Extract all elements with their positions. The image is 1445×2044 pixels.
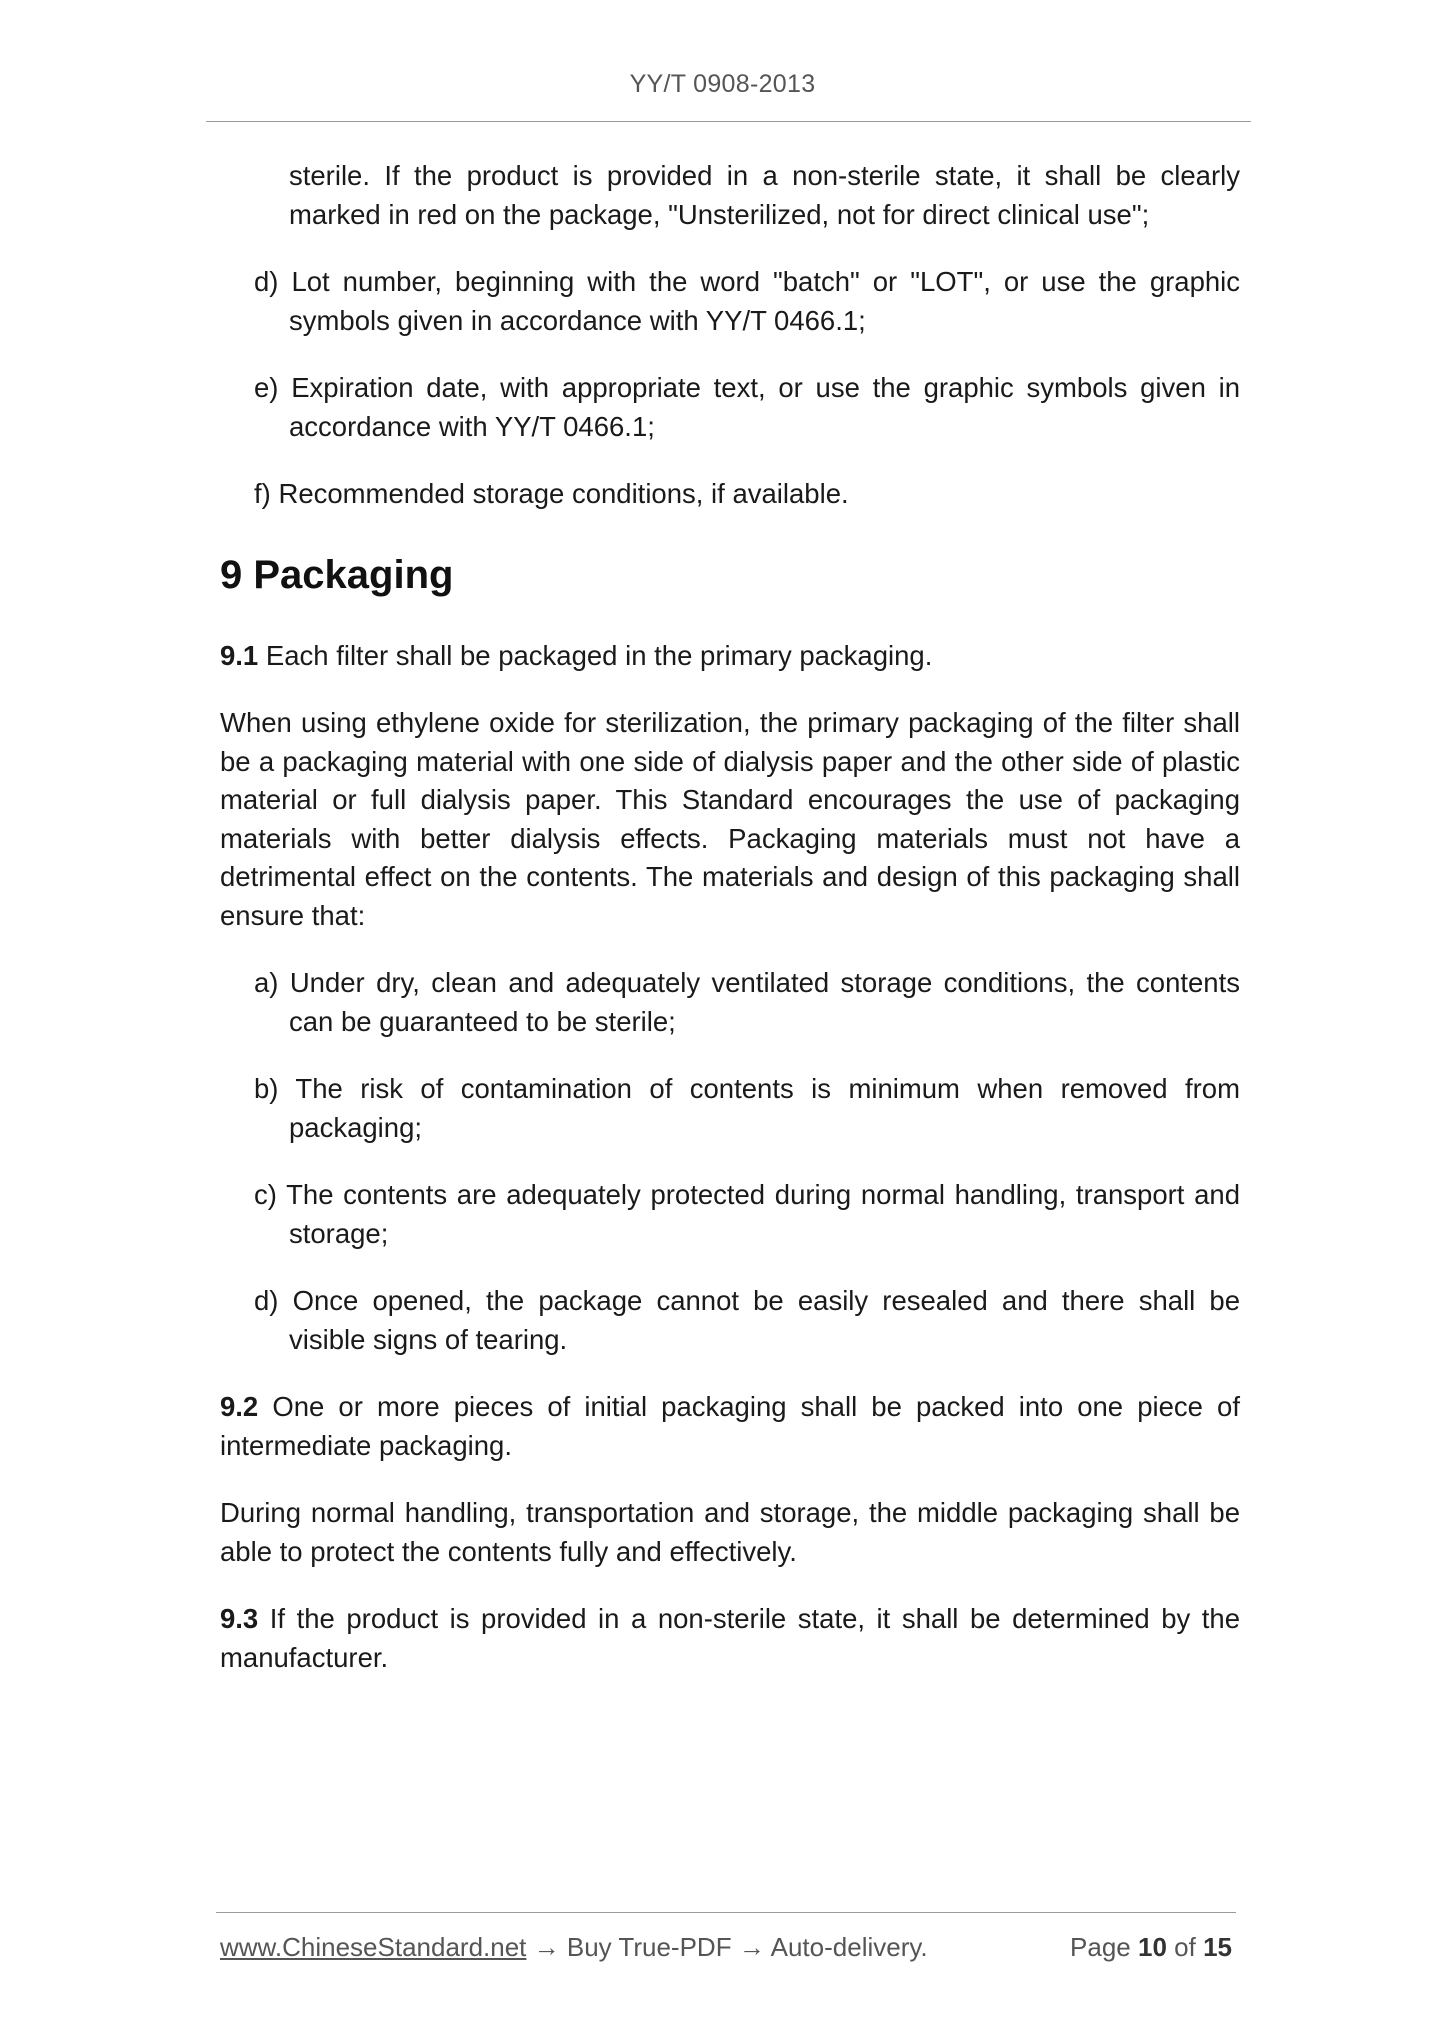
list-item-text: sterile. If the product is provided in a non-sterile state, it shall be clearly marked in red on the package, "Unsterilized, not for direct clinical use"; bbox=[289, 160, 1240, 230]
buy-text: Buy True-PDF bbox=[566, 1932, 732, 1962]
clause-number: 9.2 bbox=[220, 1391, 259, 1422]
footer-promo bbox=[220, 1932, 928, 1963]
page-total: 15 bbox=[1203, 1932, 1232, 1962]
document-header bbox=[0, 70, 1445, 99]
page-current: 10 bbox=[1138, 1932, 1167, 1962]
arrow-right-icon: → bbox=[738, 1932, 765, 1962]
clause-9-2 bbox=[220, 1388, 1240, 1465]
page-indicator bbox=[1070, 1932, 1232, 1963]
footer-divider bbox=[216, 1912, 1236, 1913]
list-item-label: d) bbox=[254, 1285, 279, 1316]
list-item-label: a) bbox=[254, 967, 279, 998]
list-item-text: The contents are adequately protected during normal handling, transport and storage; bbox=[286, 1179, 1240, 1249]
clause-number: 9.3 bbox=[220, 1603, 259, 1634]
list-item-d-packaging bbox=[220, 1282, 1240, 1359]
site-link[interactable]: www.ChineseStandard.net bbox=[220, 1932, 527, 1962]
clause-9-1 bbox=[220, 637, 1240, 676]
clause-text: If the product is provided in a non-sterile state, it shall be determined by the manufacturer. bbox=[220, 1603, 1241, 1673]
delivery-text: Auto-delivery. bbox=[770, 1932, 928, 1962]
list-item-label: b) bbox=[254, 1073, 279, 1104]
page-word: Page bbox=[1070, 1932, 1131, 1962]
list-item-label: d) bbox=[254, 266, 279, 297]
list-item-c-packaging bbox=[220, 1176, 1240, 1253]
list-item-text: Under dry, clean and adequately ventilated storage conditions, the contents can be guaranteed to be sterile; bbox=[289, 967, 1240, 1037]
list-item-text: Recommended storage conditions, if available. bbox=[278, 478, 849, 509]
document-id: YY/T 0908-2013 bbox=[629, 70, 816, 98]
paragraph-ethylene-oxide: When using ethylene oxide for sterilization, the primary packaging of the filter shall be a packaging material with one side of dialysis paper and the other side of plastic material or full dialysis paper. This Standard encourages the use of packaging materials with better dialysis effects. Packaging materials must not have a detrimental effect on the contents. The materials and design of this packaging shall ensure that: bbox=[220, 707, 1240, 931]
list-item-text: The risk of contamination of contents is minimum when removed from packaging; bbox=[289, 1073, 1240, 1143]
list-item-label: f) bbox=[254, 478, 271, 509]
header-divider bbox=[206, 121, 1251, 122]
list-item-text: Lot number, beginning with the word "batch" or "LOT", or use the graphic symbols given in accordance with YY/T 0466.1; bbox=[289, 266, 1241, 336]
list-item-label: c) bbox=[254, 1179, 277, 1210]
clause-text: Each filter shall be packaged in the primary packaging. bbox=[265, 639, 933, 671]
list-item-a-packaging bbox=[220, 964, 1240, 1041]
arrow-right-icon: → bbox=[533, 1932, 560, 1962]
paragraph-middle-packaging: During normal handling, transportation and storage, the middle packaging shall be able to protect the contents fully and effectively. bbox=[220, 1497, 1240, 1567]
of-word: of bbox=[1174, 1932, 1196, 1962]
list-item-d-marking bbox=[220, 263, 1240, 340]
list-item-f-marking bbox=[220, 475, 1240, 514]
page-body bbox=[220, 157, 1240, 1706]
list-item-label: e) bbox=[254, 372, 279, 403]
list-item-c-continuation bbox=[220, 157, 1240, 234]
section-heading: 9 Packaging bbox=[220, 552, 454, 597]
clause-9-3 bbox=[220, 1600, 1240, 1677]
list-item-text: Once opened, the package cannot be easily resealed and there shall be visible signs of tearing. bbox=[289, 1285, 1241, 1355]
clause-text: One or more pieces of initial packaging shall be packed into one piece of intermediate packaging. bbox=[220, 1391, 1240, 1461]
list-item-e-marking bbox=[220, 369, 1240, 446]
list-item-b-packaging bbox=[220, 1070, 1240, 1147]
list-item-text: Expiration date, with appropriate text, or use the graphic symbols given in accordance with YY/T 0466.1; bbox=[289, 372, 1241, 442]
clause-number: 9.1 bbox=[220, 639, 259, 671]
